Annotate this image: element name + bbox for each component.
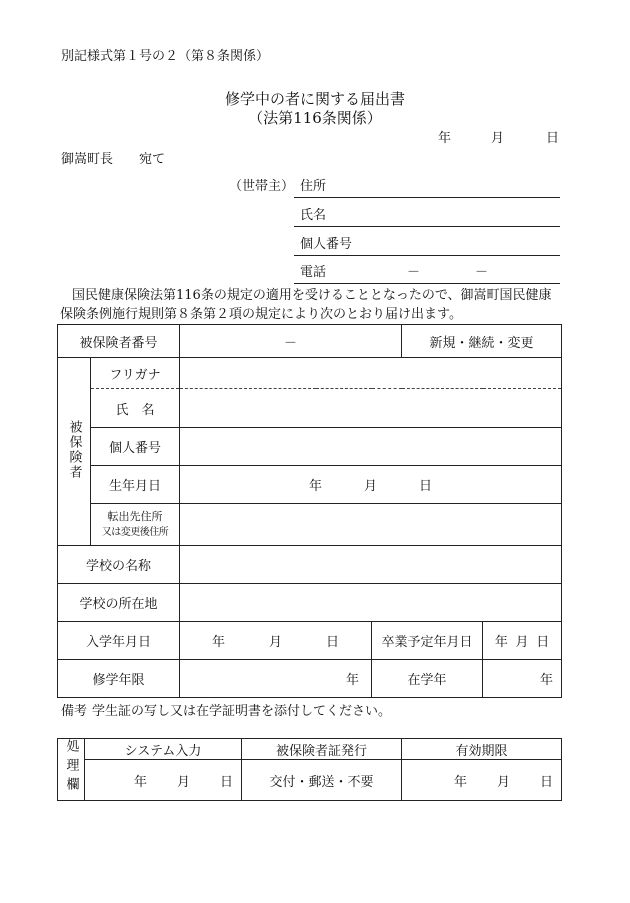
- period-unit: 年: [346, 673, 360, 688]
- graduation-field[interactable]: [483, 622, 562, 660]
- grade-label: 在学年: [372, 660, 483, 698]
- furigana-label: フリガナ: [91, 358, 180, 389]
- processing-label: 処理欄: [58, 739, 85, 801]
- school-name-label: 学校の名称: [58, 546, 180, 584]
- phone-separator-1: －: [407, 265, 421, 280]
- remarks-label: 備考: [61, 704, 88, 719]
- system-input-label: システム入力: [85, 739, 242, 760]
- school-address-label: 学校の所在地: [58, 584, 180, 622]
- date-month: 月: [491, 131, 505, 146]
- form-number: 別記様式第１号の２（第８条関係）: [61, 49, 270, 64]
- address-label: 住所: [300, 179, 327, 194]
- insured-number-separator: －: [284, 335, 298, 351]
- insured-number-field[interactable]: [180, 325, 402, 358]
- graduation-label: 卒業予定年月日: [372, 622, 483, 660]
- intro-line-1: 国民健康保険法第116条の規定の適用を受けることとなったので、御嵩町国民健康: [72, 288, 552, 303]
- entrance-day: 日: [326, 635, 340, 650]
- date-day: 日: [546, 131, 560, 146]
- graduation-year: 年: [494, 635, 508, 650]
- insured-id-label: 個人番号: [91, 428, 180, 466]
- grade-unit: 年: [540, 673, 554, 688]
- processing-table: [57, 738, 562, 801]
- expiry-field[interactable]: [402, 760, 562, 801]
- graduation-month: 月: [515, 635, 529, 650]
- applicant-name-line[interactable]: [294, 226, 560, 227]
- entrance-year: 年: [212, 635, 226, 650]
- system-year: 年: [133, 774, 147, 790]
- applicant-id-label: 個人番号: [300, 237, 353, 252]
- expiry-day: 日: [539, 774, 553, 790]
- address-line[interactable]: [294, 197, 560, 198]
- form-subtitle: （法第116条関係）: [248, 109, 382, 127]
- form-title: 修学中の者に関する届出書: [224, 90, 405, 108]
- school-name-field[interactable]: [180, 546, 562, 584]
- addressee: 御嵩町長 宛て: [61, 152, 166, 167]
- entrance-month: 月: [269, 635, 283, 650]
- grade-field[interactable]: [483, 660, 562, 698]
- phone-separator-2: －: [475, 265, 489, 280]
- insured-id-field[interactable]: [180, 428, 562, 466]
- birth-field[interactable]: [180, 466, 562, 504]
- system-input-field[interactable]: [85, 760, 242, 801]
- card-issue-label: 被保険者証発行: [242, 739, 402, 760]
- moveout-label-line-2: 又は変更後住所: [101, 527, 169, 539]
- birth-day: 日: [419, 479, 433, 494]
- furigana-field[interactable]: [180, 358, 562, 389]
- remarks-text: 学生証の写し又は在学証明書を添付してください。: [92, 704, 392, 719]
- expiry-year: 年: [453, 774, 467, 790]
- insured-group-label: 被保険者: [58, 358, 91, 546]
- phone-line[interactable]: [294, 283, 560, 284]
- birth-label: 生年月日: [91, 466, 180, 504]
- expiry-month: 月: [496, 774, 510, 790]
- insured-table: [57, 324, 562, 698]
- insured-number-label: 被保険者番号: [58, 325, 180, 358]
- period-label: 修学年限: [58, 660, 180, 698]
- system-month: 月: [176, 774, 190, 790]
- insured-name-label: 氏 名: [91, 389, 180, 428]
- applicant-name-label: 氏名: [300, 208, 327, 223]
- card-issue-options[interactable]: 交付・郵送・不要: [242, 760, 402, 801]
- moveout-label: [91, 504, 180, 546]
- school-address-field[interactable]: [180, 584, 562, 622]
- system-day: 日: [219, 774, 233, 790]
- period-field[interactable]: [180, 660, 372, 698]
- applicant-id-line[interactable]: [294, 255, 560, 256]
- expiry-label: 有効期限: [402, 739, 562, 760]
- entrance-label: 入学年月日: [58, 622, 180, 660]
- date-year: 年: [438, 131, 452, 146]
- insured-name-field[interactable]: [180, 389, 562, 428]
- graduation-day: 日: [536, 635, 550, 650]
- entrance-field[interactable]: [180, 622, 372, 660]
- phone-label: 電話: [300, 265, 327, 280]
- householder-label: （世帯主）: [229, 179, 295, 194]
- intro-line-2: 保険条例施行規則第８条第２項の規定により次のとおり届け出ます。: [60, 307, 462, 322]
- birth-month: 月: [364, 479, 378, 494]
- moveout-label-line-1: 転出先住所: [107, 509, 163, 523]
- birth-year: 年: [309, 479, 323, 494]
- status-options[interactable]: 新規・継続・変更: [402, 325, 562, 358]
- moveout-field[interactable]: [180, 504, 562, 546]
